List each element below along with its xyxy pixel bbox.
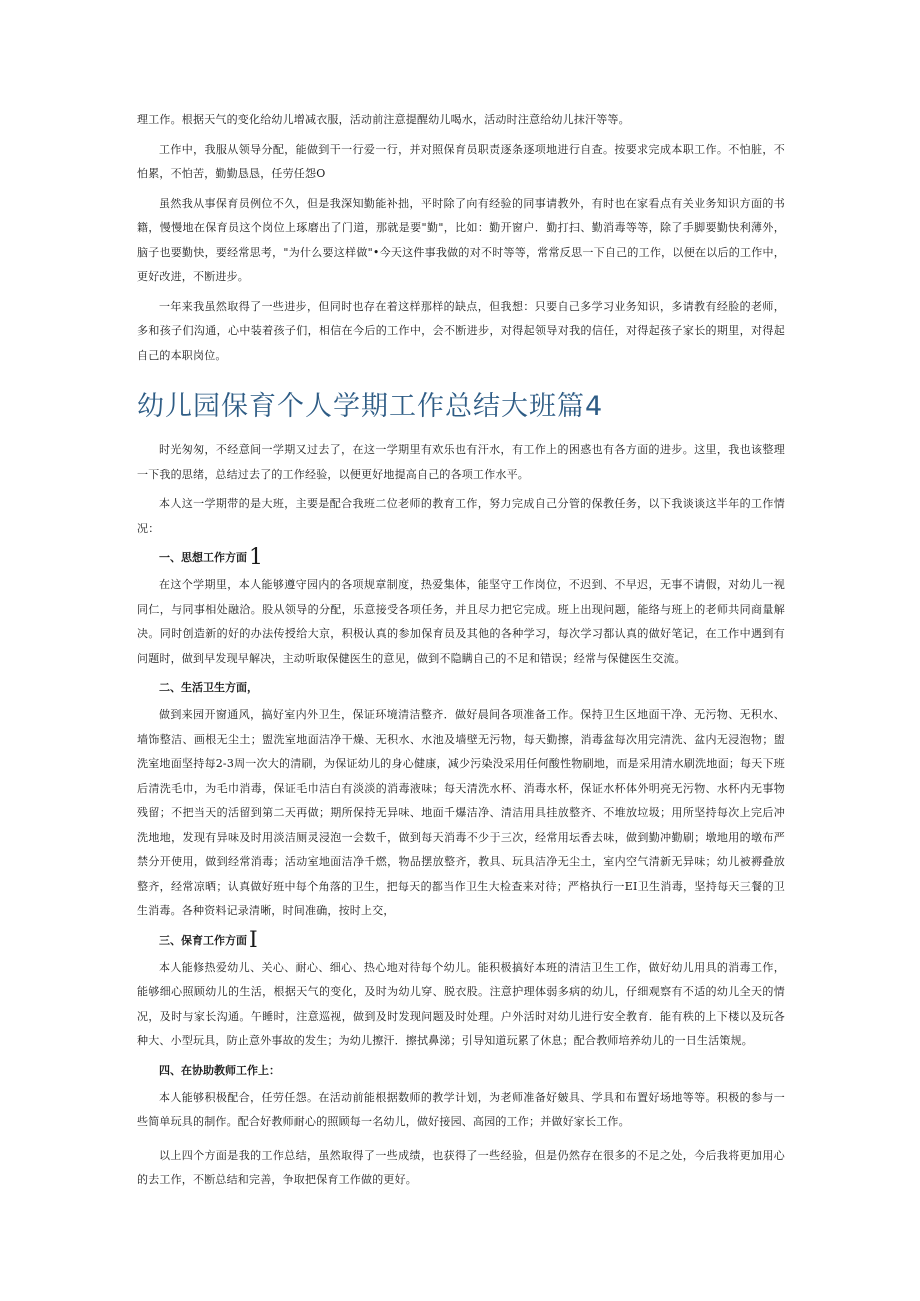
paragraph: 虽然我从事保育员例位不久，但是我深知勤能补拙，平时除了向有经验的同事请教外，有时也在家看点有关业务知识方面的书籍，慢慢地在保育员这个岗位上琢磨出了门道，那就是要"勤"，比如：勤开窗户．勤打扫、勤消毒等等，除了手脚要勤快利薄外，脑子也要勤快，要经常思考，"为什么要这样做"•今天这件事我做的对不时等等，常常反思一下自己的工作，以便在以后的工作中，更好改进，不断进步。 [137,196,785,283]
paragraph: 工作中，我服从领导分配，能做到干一行爱一行，并对照保育员职责逐条逐项地进行自查。按要求完成本职工作。不怕脏，不怕累，不怕苦，勤勤恳恳，任劳任怨O [137,142,785,180]
subheading-label: 二、生活卫生方面， [159,681,258,694]
section-title: 幼儿园保育个人学期工作总结大班篇4 [137,391,604,422]
paragraph: 本人能够积极配合，任劳任怨。在活动前能根据数师的教学计划，为老师准备好皴具、学具和布置好场地等等。积极的参与一些简单玩具的制作。配合好教师耐心的照顾每一名幼儿，做好接园、高园的工作；并做好家长工作。 [137,1090,785,1128]
intro-paragraph: 本人这一学期带的是大班，主要是配合我班二位老师的教育工作，努力完成自己分管的保教任务，以下我谈谈这半年的工作情况： [137,497,785,535]
closing-paragraph: 以上四个方面是我的工作总结，虽然取得了一些成绩，也获得了一些经验，但是仍然存在很多的不足之处，今后我将更加用心的去工作，不断总结和完善，争取把保育工作做的更好。 [137,1148,785,1186]
subheading-label: 三、保育工作方面 [159,933,247,947]
subheading-hygiene [137,677,785,699]
intro-paragraph: 时光匆匆，不经意间一学期又过去了，在这一学期里有欢乐也有汗水，有工作上的困惑也有各方面的进步。这里，我也该整理一下我的思绪，总结过去了的工作经验，以便更好地提高自己的各项工作水平。 [137,443,785,481]
subheading-label: 一、思想工作方面 [159,551,247,564]
paragraph: 本人能修热爱幼儿、关心、耐心、细心、热心地对待每个幼儿。能积极搞好本班的清洁卫生工作，做好幼儿用具的消毒工作，能够细心照顾幼儿的生活，根据天气的变化，及时为幼儿穿、脱衣股。注意护理体弱多病的幼儿，仔细观察有不适的幼儿全天的情况，及时与家长沟通。午睡时，注意巡视，做到及时发现问题及时处理。户外活时对幼儿进行安全教育．能有秩的上下楼以及玩各种大、小型玩具，防止意外事故的发生；为幼儿擦汗．擦拭鼻涕；引导知道玩累了休息；配合教师培养幼儿的一日生活策规。 [137,960,785,1047]
paragraph: 一年来我虽然取得了一些进步，但同时也存在着这样那样的缺点，但我想：只要自己多学习业务知识，多请教有经脸的老师，多和孩子们沟通，心中装着孩子们，相信在今后的工作中，会不断进步，对得起领导对我的信任，对得起孩子家长的期里，对得起自己的本职岗位。 [137,299,785,362]
document-page [137,108,785,1193]
subheading-mark: 1 [249,545,263,570]
subheading-mark: I [249,927,258,953]
subheading-label: 四、在协助教师工作上： [159,1063,280,1077]
paragraph: 理工作。根据天气的变化给幼儿增减衣服，活动前注意提醒幼儿喝水，活动时注意给幼儿抹汗等等。 [137,113,630,126]
subheading-assist-teacher [137,1060,785,1082]
subheading-thought-work [137,547,785,569]
paragraph: 做到来园开窗通风，搞好室内外卫生，保证环境清洁整齐．做好晨间各项准备工作。保持卫生区地面干净、无污物、无积水、墙饰整洁、画根无尘土；盥洗室地面洁净干燥、无积水、水池及墙壁无污物，每天勤擦，消毒盆每次用完清洗、盆内无浸泡物；盥洗室地面坚持每2-3周一次大的清刷，为保证幼儿的身心健康，减少污染没采用任何酸性物刷地，而是采用清水刷洗地面；每天下班后清洗毛巾，为毛巾消毒，保证毛巾洁白有淡淡的消毒液味；每天清洗水杯、消毒水杯，保证水杯体外明亮无污物、水杯内无事物残留；不把当天的活留到第二天再做；期所保持无异味、地面千爆洁净、清洁用具挂放整齐、不堆放垃圾；用所坚持每次上完后冲洗地地，发现有异味及时用淡洁厕灵浸泡一会数千，做到每天消毒不少于三次，经常用坛香去味，做到勤冲勤刷；墩地用的墩布严禁分开使用，做到经常消毒；活动室地面洁净千燃，物品摆放整齐，教具、玩具洁净无尘土，室内空气清新无异味；幼儿被褥叠放整齐，经常凉晒；认真做好班中每个角落的卫生，把每天的都当作卫生大检查来对待；严格执行一EI卫生消毒，坚持每天三餐的卫生消毒。各种资料记录清晰，时间准确，按时上交， [137,708,785,917]
subheading-care-work [137,927,785,953]
paragraph: 在这个学期里，本人能够遵守园内的各项规章制度，热爱集体，能坚守工作岗位，不迟到、不早迟，无事不请假，对幼儿一视同仁，与同事相处融洽。股从领导的分配，乐意接受各项任务，并且尽力把它完成。班上出现问题，能络与班上的老师共同商量解决。同时创造新的好的办法传授给大京，积极认真的参加保育员及其他的各种学习，每次学习都认真的做好笔记，在工作中遇到有问题时，做到早发现早解决，主动听取保健医生的意见，做到不隐瞒自己的不足和错误；经常与保健医生交流。 [137,578,785,665]
